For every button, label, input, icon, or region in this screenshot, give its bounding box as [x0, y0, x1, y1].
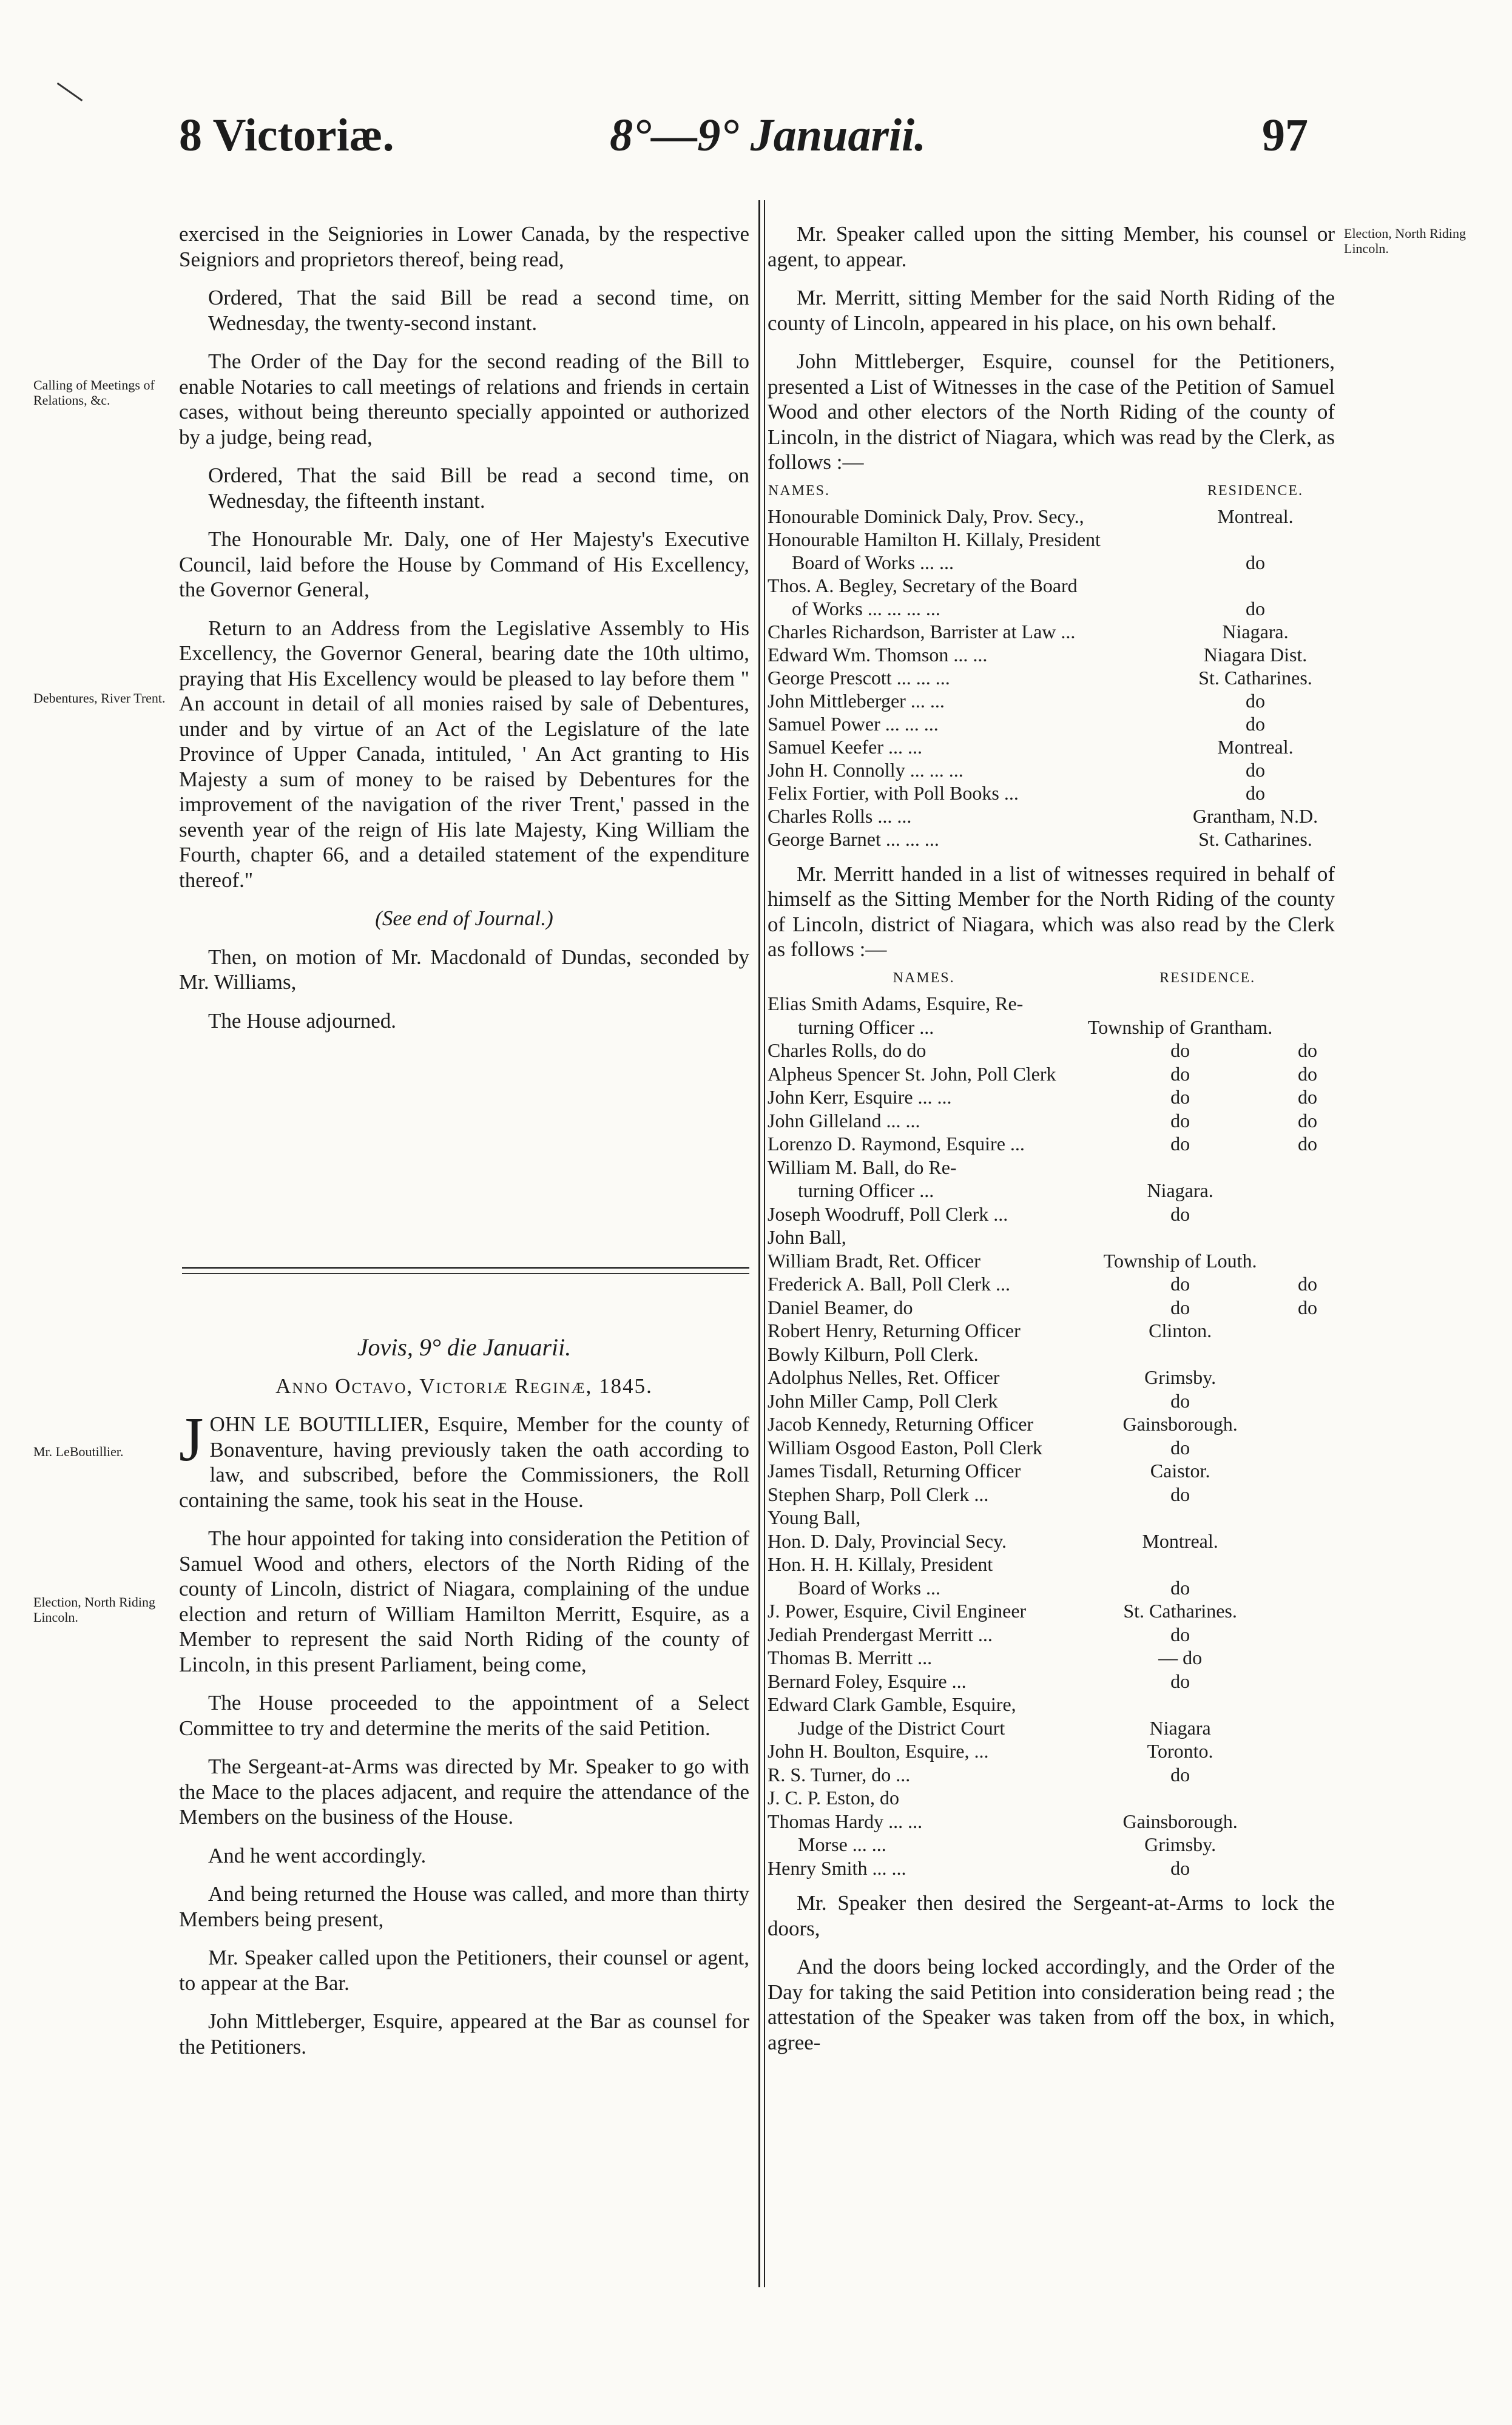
witness-name: Hon. H. H. Killaly, President — [768, 1553, 993, 1575]
paragraph-leboutillier — [179, 1405, 749, 1513]
witness-residence: St. Catharines. — [1123, 1600, 1237, 1622]
witness-residence: do — [1246, 712, 1265, 735]
witness-residence-extra — [1280, 1646, 1335, 1670]
witness-residence-extra — [1280, 1857, 1335, 1880]
table-row — [768, 1646, 1335, 1670]
witness-name: Elias Smith Adams, Esquire, Re- — [768, 993, 1024, 1014]
witness-table-1 — [768, 479, 1335, 851]
paragraph-mittleberger: John Mittleberger, Esquire, appeared at the Bar as counsel for the Petitioners. — [179, 2009, 749, 2059]
witness-residence: Clinton. — [1149, 1320, 1212, 1341]
witness-name: turning Officer ... — [798, 1179, 934, 1201]
column-divider-inner — [764, 200, 765, 2287]
witness-residence: Toronto. — [1147, 1740, 1213, 1762]
table-row — [768, 1249, 1335, 1273]
table-row — [768, 1226, 1335, 1249]
witness-name: Robert Henry, Returning Officer — [768, 1320, 1021, 1341]
margin-note-leboutillier: Mr. LeBoutillier. — [33, 1444, 124, 1459]
witness-name: Judge of the District Court — [798, 1716, 1005, 1739]
witness-residence: do — [1246, 551, 1265, 573]
table-row — [768, 758, 1335, 781]
witness-name: Alpheus Spencer St. John, Poll Clerk — [768, 1062, 1056, 1085]
table-row — [768, 1366, 1335, 1389]
table-row — [768, 1623, 1335, 1647]
page-number: 97 — [1262, 110, 1308, 161]
witness-residence: Grantham, N.D. — [1192, 804, 1318, 827]
table-row — [768, 828, 1335, 851]
paragraph-merritt-list: Mr. Merritt handed in a list of witnesses required in behalf of himself as the Sitting Member for the North Riding of the county of Lincoln, district of Niagara, which was also read by the Clerk as follows :— — [768, 862, 1335, 961]
witness-residence: Township of Louth. — [1103, 1249, 1257, 1272]
witness-name: Frederick A. Ball, Poll Clerk ... — [768, 1273, 1010, 1295]
witness-name: John Miller Camp, Poll Clerk — [768, 1389, 998, 1412]
col-header-names: NAMES. — [768, 482, 831, 499]
table-row — [768, 1763, 1335, 1787]
table-row — [768, 1343, 1335, 1366]
witness-name: Samuel Keefer ... ... — [768, 735, 923, 758]
paragraph-lock-doors: Mr. Speaker then desired the Sergeant-at-Arms to lock the doors, — [768, 1891, 1335, 1940]
table-row — [768, 1156, 1335, 1179]
paragraph-return-address: Return to an Address from the Legislative Assembly to His Excellency, the Governor General, bearing date the 10th ultimo, praying that His Excellency would be pleased to lay before them " An account in detail of all monies raised by sale of Debentures, under and by virtue of an Act of the Legislature of the late Province of Upper Canada, intituled, ' An Act granting to His Majesty a sum of money to be raised by Debentures for the improvement of the navigation of the river Trent,' passed in the seventh year of the reign of His late Majesty, King William the Fourth, chapter 66, and a detailed statement of the expenditure thereof." — [179, 616, 749, 892]
left-column — [179, 221, 749, 1047]
witness-residence-extra — [1280, 1389, 1335, 1413]
paragraph-returned: And being returned the House was called, and more than thirty Members being present, — [179, 1882, 749, 1931]
witness-name: Stephen Sharp, Poll Clerk ... — [768, 1483, 989, 1505]
witness-residence-extra: do — [1298, 1039, 1317, 1061]
witness-name: of Works ... ... ... ... — [792, 597, 940, 619]
witness-residence — [1080, 1226, 1280, 1249]
witness-name: Thos. A. Begley, Secretary of the Board — [768, 574, 1078, 596]
witness-name: Henry Smith ... ... — [768, 1857, 906, 1879]
witness-residence-extra: do — [1298, 1273, 1317, 1295]
witness-residence: do — [1246, 781, 1265, 804]
day-title: Jovis, 9° die Januarii. — [357, 1334, 572, 1361]
table-row — [768, 1459, 1335, 1483]
table-row — [768, 1693, 1335, 1716]
paragraph-witness-list-intro: John Mittleberger, Esquire, counsel for the Petitioners, presented a List of Witnesses in the case of the Petition of Samuel Wood and other electors of the North Riding of the county of Lincoln, in the district of Niagara, which was read by the Clerk, as follows :— — [768, 349, 1335, 474]
witness-name: Jacob Kennedy, Returning Officer — [768, 1413, 1034, 1435]
table-row — [768, 1857, 1335, 1880]
section-rule-inner — [182, 1273, 749, 1274]
witness-residence: — do — [1158, 1647, 1203, 1668]
witness-name: Charles Rolls ... ... — [768, 804, 912, 827]
witness-residence: do — [1170, 1062, 1190, 1085]
witness-residence: Niagara Dist. — [1203, 643, 1308, 666]
witness-name: J. C. P. Eston, do — [768, 1787, 899, 1809]
witness-residence: Montreal. — [1217, 505, 1294, 527]
table-row — [768, 1319, 1335, 1343]
witness-residence: St. Catharines. — [1198, 828, 1312, 850]
paragraph-notaries: The Order of the Day for the second reading of the Bill to enable Notaries to call meetings of relations and friends in certain cases, without being thereunto specially appointed or authorized by a judge, being read, — [179, 349, 749, 449]
witness-residence: Montreal. — [1142, 1530, 1218, 1552]
paragraph-petition: The hour appointed for taking into consideration the Petition of Samuel Wood and others, electors of the North Riding of the county of Lincoln, district of Niagara, complaining of the undue election and return of William Hamilton Merritt, Esquire, as a Member to represent the said North Riding of the county of Lincoln, in this present Parliament, being come, — [179, 1526, 749, 1676]
paragraph-adjourned: The House adjourned. — [208, 1008, 397, 1033]
witness-name: John Mittleberger ... ... — [768, 689, 945, 712]
witness-residence: Niagara. — [1147, 1179, 1213, 1201]
witness-residence — [1080, 1786, 1280, 1810]
witness-name: Lorenzo D. Raymond, Esquire ... — [768, 1133, 1025, 1155]
witness-name: Bowly Kilburn, Poll Clerk. — [768, 1343, 979, 1365]
witness-residence-extra — [1280, 1249, 1335, 1273]
witness-name: Edward Wm. Thomson ... ... — [768, 643, 988, 666]
paragraph-sergeant: The Sergeant-at-Arms was directed by Mr. Speaker to go with the Mace to the places adjacent, and require the attendance of the Members on the business of the House. — [179, 1755, 749, 1829]
witness-residence-extra: do — [1298, 1086, 1317, 1108]
witness-residence — [1080, 1693, 1280, 1716]
witness-name: Adolphus Nelles, Ret. Officer — [768, 1366, 1000, 1388]
witness-residence — [1080, 1506, 1280, 1530]
table-row — [768, 1739, 1335, 1763]
witness-residence — [1080, 1553, 1280, 1576]
witness-residence-extra — [1280, 1202, 1335, 1226]
witness-residence: do — [1170, 1039, 1190, 1061]
column-divider — [758, 200, 760, 2287]
witness-residence: Montreal. — [1217, 735, 1294, 758]
witness-residence: do — [1170, 1670, 1190, 1692]
witness-residence: Grimsby. — [1144, 1833, 1217, 1855]
table-row — [768, 712, 1335, 735]
witness-residence-extra — [1280, 1436, 1335, 1460]
witness-residence: do — [1170, 1389, 1190, 1412]
witness-residence: Gainsborough. — [1122, 1413, 1238, 1435]
witness-name: Bernard Foley, Esquire ... — [768, 1670, 967, 1692]
table-row — [768, 620, 1335, 643]
witness-residence-extra: do — [1298, 1109, 1317, 1132]
witness-residence-extra — [1280, 1506, 1335, 1530]
witness-residence: do — [1170, 1763, 1190, 1786]
paragraph-sitting-member: Mr. Speaker called upon the sitting Member, his counsel or agent, to appear. — [768, 222, 1335, 271]
witness-residence-extra — [1280, 1016, 1335, 1039]
witness-name: Young Ball, — [768, 1506, 861, 1528]
right-column — [768, 221, 1335, 2068]
witness-residence: do — [1170, 1109, 1190, 1132]
witness-residence: do — [1170, 1857, 1190, 1879]
table-row — [768, 1109, 1335, 1133]
left-column-lower — [179, 1335, 749, 2073]
witness-name: John Kerr, Esquire ... ... — [768, 1086, 952, 1108]
paragraph-select-committee: The House proceeded to the appointment of a Select Committee to try and determine the merits of the said Petition. — [179, 1691, 749, 1740]
witness-residence-extra — [1280, 1833, 1335, 1857]
table-row — [768, 528, 1335, 551]
witness-name: R. S. Turner, do ... — [768, 1763, 911, 1786]
paragraph-doors-locked: And the doors being locked accordingly, and the Order of the Day for taking the said Petition into consideration being read ; the attestation of the Speaker was taken from off the box, in which, agree- — [768, 1955, 1335, 2054]
witness-name: Charles Rolls, do do — [768, 1039, 926, 1061]
table-row — [768, 643, 1335, 666]
witness-name: William Osgood Easton, Poll Clerk — [768, 1436, 1042, 1459]
witness-residence: Township of Grantham. — [1087, 1016, 1273, 1038]
witness-residence-extra — [1280, 1810, 1335, 1833]
witness-name: Honourable Dominick Daly, Prov. Secy., — [768, 505, 1084, 527]
witness-residence: do — [1170, 1086, 1190, 1108]
witness-name: Samuel Power ... ... ... — [768, 712, 939, 735]
witness-residence-extra — [1280, 1459, 1335, 1483]
table-row — [768, 666, 1335, 689]
table-row — [768, 597, 1335, 620]
witness-name: J. Power, Esquire, Civil Engineer — [768, 1600, 1027, 1622]
witness-residence-extra — [1280, 1670, 1335, 1693]
table-row — [768, 1599, 1335, 1623]
col-header-residence: RESIDENCE. — [1207, 482, 1303, 499]
witness-residence: do — [1170, 1273, 1190, 1295]
table-row — [768, 992, 1335, 1016]
table-row — [768, 1576, 1335, 1600]
witness-residence: do — [1246, 689, 1265, 712]
table-row — [768, 1202, 1335, 1226]
table-row — [768, 1179, 1335, 1202]
table-row — [768, 1530, 1335, 1553]
witness-name: Felix Fortier, with Poll Books ... — [768, 781, 1019, 804]
paragraph-speaker: Mr. Speaker called upon the Petitioners, their counsel or agent, to appear at the Bar. — [179, 1946, 749, 1995]
paragraph-ordered: Ordered, That the said Bill be read a second time, on Wednesday, the twenty-second instant. — [208, 286, 749, 335]
table-row — [768, 804, 1335, 828]
margin-note-election-left: Election, North Riding Lincoln. — [33, 1594, 156, 1625]
witness-name: John H. Boulton, Esquire, ... — [768, 1740, 989, 1762]
table-row — [768, 1085, 1335, 1109]
witness-residence-extra — [1280, 1739, 1335, 1763]
witness-residence-extra: do — [1298, 1062, 1317, 1085]
table-row — [768, 1483, 1335, 1506]
witness-name: William M. Ball, do Re- — [768, 1156, 957, 1178]
witness-name: Board of Works ... — [798, 1576, 941, 1599]
witness-residence — [1080, 992, 1280, 1016]
margin-note-debentures: Debentures, River Trent. — [33, 690, 166, 706]
section-rule — [182, 1267, 749, 1269]
witness-name: John H. Connolly ... ... ... — [768, 758, 964, 781]
table-row — [768, 1132, 1335, 1156]
witness-residence-extra — [1280, 1483, 1335, 1506]
witness-residence-extra — [1280, 1156, 1335, 1179]
witness-residence: do — [1170, 1623, 1190, 1645]
table-row — [768, 551, 1335, 574]
witness-residence: do — [1170, 1133, 1190, 1155]
table-row — [768, 1389, 1335, 1413]
witness-residence — [1080, 1343, 1280, 1366]
witness-residence-extra — [1280, 992, 1335, 1016]
witness-name: George Barnet ... ... ... — [768, 828, 939, 850]
table-row — [768, 1412, 1335, 1436]
witness-name: Charles Richardson, Barrister at Law ... — [768, 620, 1076, 643]
table-row — [768, 1436, 1335, 1460]
anno-line: Anno Octavo, Victoriæ Reginæ, 1845. — [275, 1374, 653, 1398]
header-regnal-year: 8 Victoriæ. — [179, 110, 394, 161]
witness-residence-extra: do — [1298, 1133, 1317, 1155]
witness-name: William Bradt, Ret. Officer — [768, 1249, 980, 1272]
paragraph-ordered: Ordered, That the said Bill be read a second time, on Wednesday, the fifteenth instant. — [208, 464, 749, 513]
witness-name: Joseph Woodruff, Poll Clerk ... — [768, 1202, 1008, 1225]
witness-name: Jediah Prendergast Merritt ... — [768, 1623, 993, 1645]
table-row — [768, 735, 1335, 758]
col-header-names: NAMES. — [893, 970, 955, 986]
witness-residence-extra — [1280, 1716, 1335, 1740]
table-row — [768, 1062, 1335, 1086]
witness-residence: Gainsborough. — [1122, 1810, 1238, 1832]
witness-name: Honourable Hamilton H. Killaly, President — [768, 528, 1101, 550]
corner-mark — [57, 83, 83, 101]
witness-residence: do — [1246, 758, 1265, 781]
witness-residence-extra — [1280, 1412, 1335, 1436]
witness-residence: do — [1170, 1576, 1190, 1599]
witness-residence-extra — [1280, 1343, 1335, 1366]
witness-name: John Ball, — [768, 1226, 846, 1248]
witness-residence: Grimsby. — [1144, 1366, 1217, 1388]
paragraph-daly: The Honourable Mr. Daly, one of Her Majesty's Executive Council, laid before the House by Command of His Excellency, the Governor General, — [179, 527, 749, 601]
witness-residence-extra — [1280, 1576, 1335, 1600]
witness-residence: Niagara — [1149, 1716, 1211, 1739]
table-row — [768, 1039, 1335, 1062]
witness-residence — [1176, 528, 1335, 551]
table-row — [768, 574, 1335, 597]
witness-residence-extra — [1280, 1599, 1335, 1623]
header-date: 8°—9° Januarii. — [610, 110, 926, 161]
witness-residence: do — [1170, 1296, 1190, 1318]
witness-name: John Gilleland ... ... — [768, 1109, 920, 1132]
margin-note-election-right: Election, North Riding Lincoln. — [1344, 226, 1466, 256]
witness-residence-extra: do — [1298, 1296, 1317, 1318]
drop-cap: J — [179, 1405, 204, 1474]
witness-name: Morse ... ... — [798, 1833, 886, 1855]
table-row — [768, 1016, 1335, 1039]
witness-name: Daniel Beamer, do — [768, 1296, 913, 1318]
table-row — [768, 1553, 1335, 1576]
witness-residence: Caistor. — [1150, 1460, 1210, 1482]
table-row — [768, 1272, 1335, 1296]
witness-residence-extra — [1280, 1179, 1335, 1202]
witness-residence: St. Catharines. — [1198, 666, 1312, 689]
paragraph-leboutillier-text: OHN LE BOUTILLIER, Esquire, Member for the county of Bonaventure, having previously taken the oath according to law, and subscribed, before the Commissioners, the Roll containing the same, took his seat in the House. — [179, 1412, 749, 1512]
witness-residence: do — [1170, 1483, 1190, 1505]
table-row — [768, 689, 1335, 712]
witness-residence-extra — [1280, 1530, 1335, 1553]
witness-residence-extra — [1280, 1553, 1335, 1576]
witness-name: Thomas Hardy ... ... — [768, 1810, 923, 1832]
paragraph-motion: Then, on motion of Mr. Macdonald of Dundas, seconded by Mr. Williams, — [179, 945, 749, 994]
witness-residence-extra — [1280, 1623, 1335, 1647]
paragraph-went: And he went accordingly. — [208, 1843, 427, 1867]
witness-name: George Prescott ... ... ... — [768, 666, 950, 689]
witness-residence: Niagara. — [1222, 620, 1289, 643]
witness-residence: do — [1170, 1202, 1190, 1225]
witness-residence-extra — [1280, 1226, 1335, 1249]
witness-residence-extra — [1280, 1786, 1335, 1810]
table-row — [768, 1810, 1335, 1833]
witness-residence-extra — [1280, 1366, 1335, 1389]
witness-residence: do — [1170, 1436, 1190, 1459]
witness-residence — [1176, 574, 1335, 597]
table-row — [768, 1296, 1335, 1320]
witness-name: Board of Works ... ... — [792, 551, 954, 573]
col-header-residence: RESIDENCE. — [1159, 970, 1256, 986]
witness-table-2 — [768, 966, 1335, 1880]
see-end-note: (See end of Journal.) — [375, 906, 553, 930]
witness-residence-extra — [1280, 1693, 1335, 1716]
witness-name: Hon. D. Daly, Provincial Secy. — [768, 1530, 1007, 1552]
witness-residence: do — [1246, 597, 1265, 619]
margin-note-notaries: Calling of Meetings of Relations, &c. — [33, 377, 155, 408]
witness-name: turning Officer ... — [798, 1016, 934, 1038]
paragraph: exercised in the Seigniories in Lower Canada, by the respective Seigniors and proprietors thereof, being read, — [179, 222, 749, 271]
witness-name: Thomas B. Merritt ... — [768, 1647, 933, 1668]
table-row — [768, 1506, 1335, 1530]
witness-name: James Tisdall, Returning Officer — [768, 1460, 1021, 1482]
paragraph-merritt: Mr. Merritt, sitting Member for the said North Riding of the county of Lincoln, appeared in his place, on his own behalf. — [768, 286, 1335, 335]
witness-residence-extra — [1280, 1763, 1335, 1787]
table-row — [768, 1786, 1335, 1810]
table-row — [768, 505, 1335, 528]
table-row — [768, 781, 1335, 804]
witness-residence-extra — [1280, 1319, 1335, 1343]
table-row — [768, 1833, 1335, 1857]
table-row — [768, 1670, 1335, 1693]
witness-residence — [1080, 1156, 1280, 1179]
witness-name: Edward Clark Gamble, Esquire, — [768, 1693, 1016, 1715]
table-row — [768, 1716, 1335, 1740]
